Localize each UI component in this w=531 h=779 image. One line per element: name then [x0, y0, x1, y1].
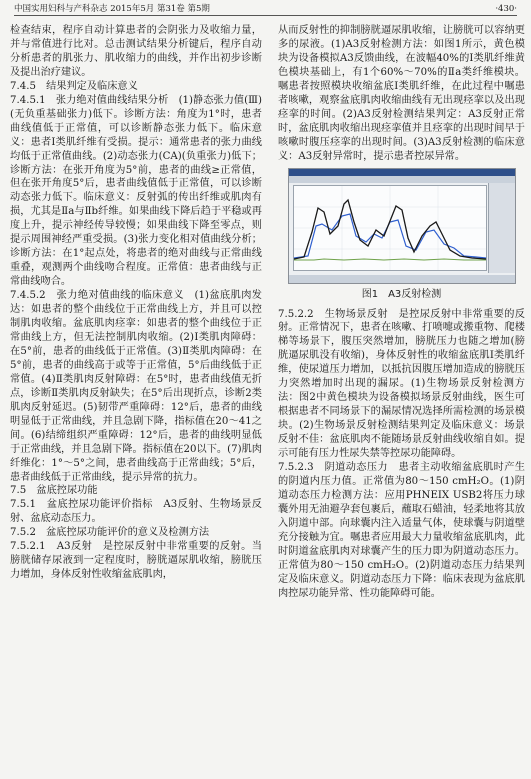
figure-toolbar [289, 176, 515, 183]
figure-statusbar [289, 275, 515, 283]
paragraph: 从而反射性的抑制膀胱逼尿肌收缩，让膀胱可以容纳更多的尿液。(1)A3反射检测方法：如图1所示，黄色模块为设备模拟A3反馈曲线，在波幅40%的Ⅰ类肌纤维黄色模块基础上，有1个60%～70%的Ⅱa类纤维模块。嘱患者按照模块收缩盆底Ⅰ类肌纤维，在此过程中嘱患者咳嗽，观察盆底肌肉收缩曲线有无出现痉挛以及出现痉挛的时间。(2)A3反射检测结果判定：A3反射正常时，盆底肌肉收缩出现痉挛值并且痉挛的出现时间早于咳嗽时腹压痉挛的出现时间。(3)A3反射检测的临床意义：A3反射异常时，提示患者控尿异常。 [278, 25, 525, 162]
journal-info: 中国实用妇科与产科杂志 2015年5月 第31卷 第5期 [14, 4, 210, 14]
section-heading: 7.5.2 盆底控尿功能评价的意义及检测方法 [10, 527, 210, 539]
running-header [14, 3, 517, 16]
grid [294, 186, 486, 270]
a3-reflex-screenshot [288, 168, 516, 284]
page-number: ·430· [495, 4, 517, 14]
paragraph: 7.4.5.2 张力绝对值曲线的临床意义 (1)盆底肌肉发达：如患者的整个曲线位于正常曲线上方，并且可以控制肌肉收缩。盆底肌肉痉挛：如患者的整个曲线位于正常曲线上方，但无法控制肌肉收缩。(2)Ⅰ类肌肉障碍：在5°前，患者的曲线低于正常值。(3)Ⅱ类肌肉障碍：在5°前，患者的曲线高于或等于正常值，5°后曲线低于正常值。(4)Ⅱ类肌肉反射障碍：在5°时，患者曲线值无折点，诊断Ⅱ类肌肉反射缺失；在5°后出现折点，诊断2类肌肉反射延迟。(5)韧带严重障碍：12°后，患者的曲线明显低于正常曲线，并且急剧下降，指标值在20～41之间。(6)结缔组织严重障碍：12°后，患者的曲线明显低于正常曲线，并且急剧下降。指标值在20以下。(7)肌肉纤维化：1°～5°之间，患者曲线高于正常曲线；5°后，患者曲线低于正常曲线，提示异常的抗力。 [10, 290, 262, 483]
left-column [10, 24, 262, 582]
emg-trace-svg [294, 186, 486, 270]
figure-titlebar [289, 169, 515, 176]
paragraph: 7.5.1 盆底控尿功能评价指标 A3反射、生物场景反射、盆底动态压力。 [10, 499, 262, 525]
figure-caption: 图1 A3反射检测 [361, 288, 442, 300]
paragraph: 检查结束，程序自动计算患者的会阴张力及收缩力量，并与常值进行比对。总击测试结果分析键后，程序自动分析患者的肌张力、肌收缩力的曲线，并作出初步诊断及提出治疗建议。 [10, 25, 262, 78]
right-column [278, 24, 525, 601]
paragraph: 7.5.2.3 阴道动态压力 患者主动收缩盆底肌时产生的阴道内压力值。正常值为80～150 cmH₂O。(1)阴道动态压力检测方法：应用PHNEIX USB2将压力球囊外用无油避孕套包裹后，蘸取石蜡油，轻柔地将其放入阴道中部。向球囊内注入适量气体，使球囊与阴道壁充分接触为宜。嘱患者应用最大力量收缩盆底肌肉，此时阴道盆底肌肉对球囊产生的压力即为阴道动态压力。正常值为80～150 cmH₂O。(2)阴道动态压力结果判定及临床意义。阴道动态压力下降：临床表现为盆底肌肉控尿功能异常、性功能障碍可能。 [278, 462, 525, 599]
paragraph: 7.5.2.1 A3反射 是控尿反射中非常重要的反射。当膀胱储存尿液到一定程度时，膀胱逼尿肌收缩，膀胱压力增加，身体反射性收缩盆底肌肉， [10, 541, 262, 581]
figure-plot-area [293, 185, 487, 271]
paragraph: 7.5.2.2 生物场景反射 是控尿反射中非常重要的反射。正常情况下，患者在咳嗽、打喷嚏或搬重物、爬楼梯等场景下，腹压突然增加，膀胱压力也随之增加(膀胱逼尿肌没有收缩)，身体反射性的收缩盆底肌Ⅰ类肌纤维，使尿道压力增加，以抵抗因腹压增加造成的膀胱压力突然增加时出现的漏尿。(1)生物场景反射检测方法：图2中黄色模块为设备模拟场景反射曲线，医生可根据患者不同场景下的漏尿情况选择所需检测的场景模块。(2)生物场景反射检测结果判定及临床意义：场景反射不佳：盆底肌肉不能随场景反射曲线收缩自如。提示可能有压力性尿失禁等控尿功能障碍。 [278, 308, 525, 460]
paragraph: 7.4.5.1 张力绝对值曲线结果分析 (1)静态张力值(Ⅲ)(无负重基础张力)低下。诊断方法：角度为1°时，患者曲线值低于正常值，可以诊断静态张力低下。临床意义：患者Ⅰ类肌纤维有受损。提示：通常患者的张力曲线均低于正常值曲线。(2)动态张力(CA)(负重张力)低下；诊断方法：在张开角度为5°前，患者的曲线≥正常值，但在张开角度5°后，患者曲线值低于正常值，可以诊断动态张力低下。临床意义：反射弧的传出纤维或肌肉有损，尤其是Ⅱa与Ⅱb纤维。如果曲线下降后趋于平稳或再度上升，提示神经传导较慢；如果曲线下降至零点，则提示周围神经严重受损。(3)张力变化相对值曲线分析；诊断方法：在1°起点处，将患者的绝对曲线与正常曲线重叠，观测两个曲线吻合程度。正常值：患者曲线与正常曲线吻合。 [10, 94, 262, 288]
figure-side-panel [488, 183, 515, 273]
section-heading: 7.4.5 结果判定及临床意义 [10, 80, 138, 92]
section-heading: 7.5 盆底控尿功能 [10, 485, 98, 497]
